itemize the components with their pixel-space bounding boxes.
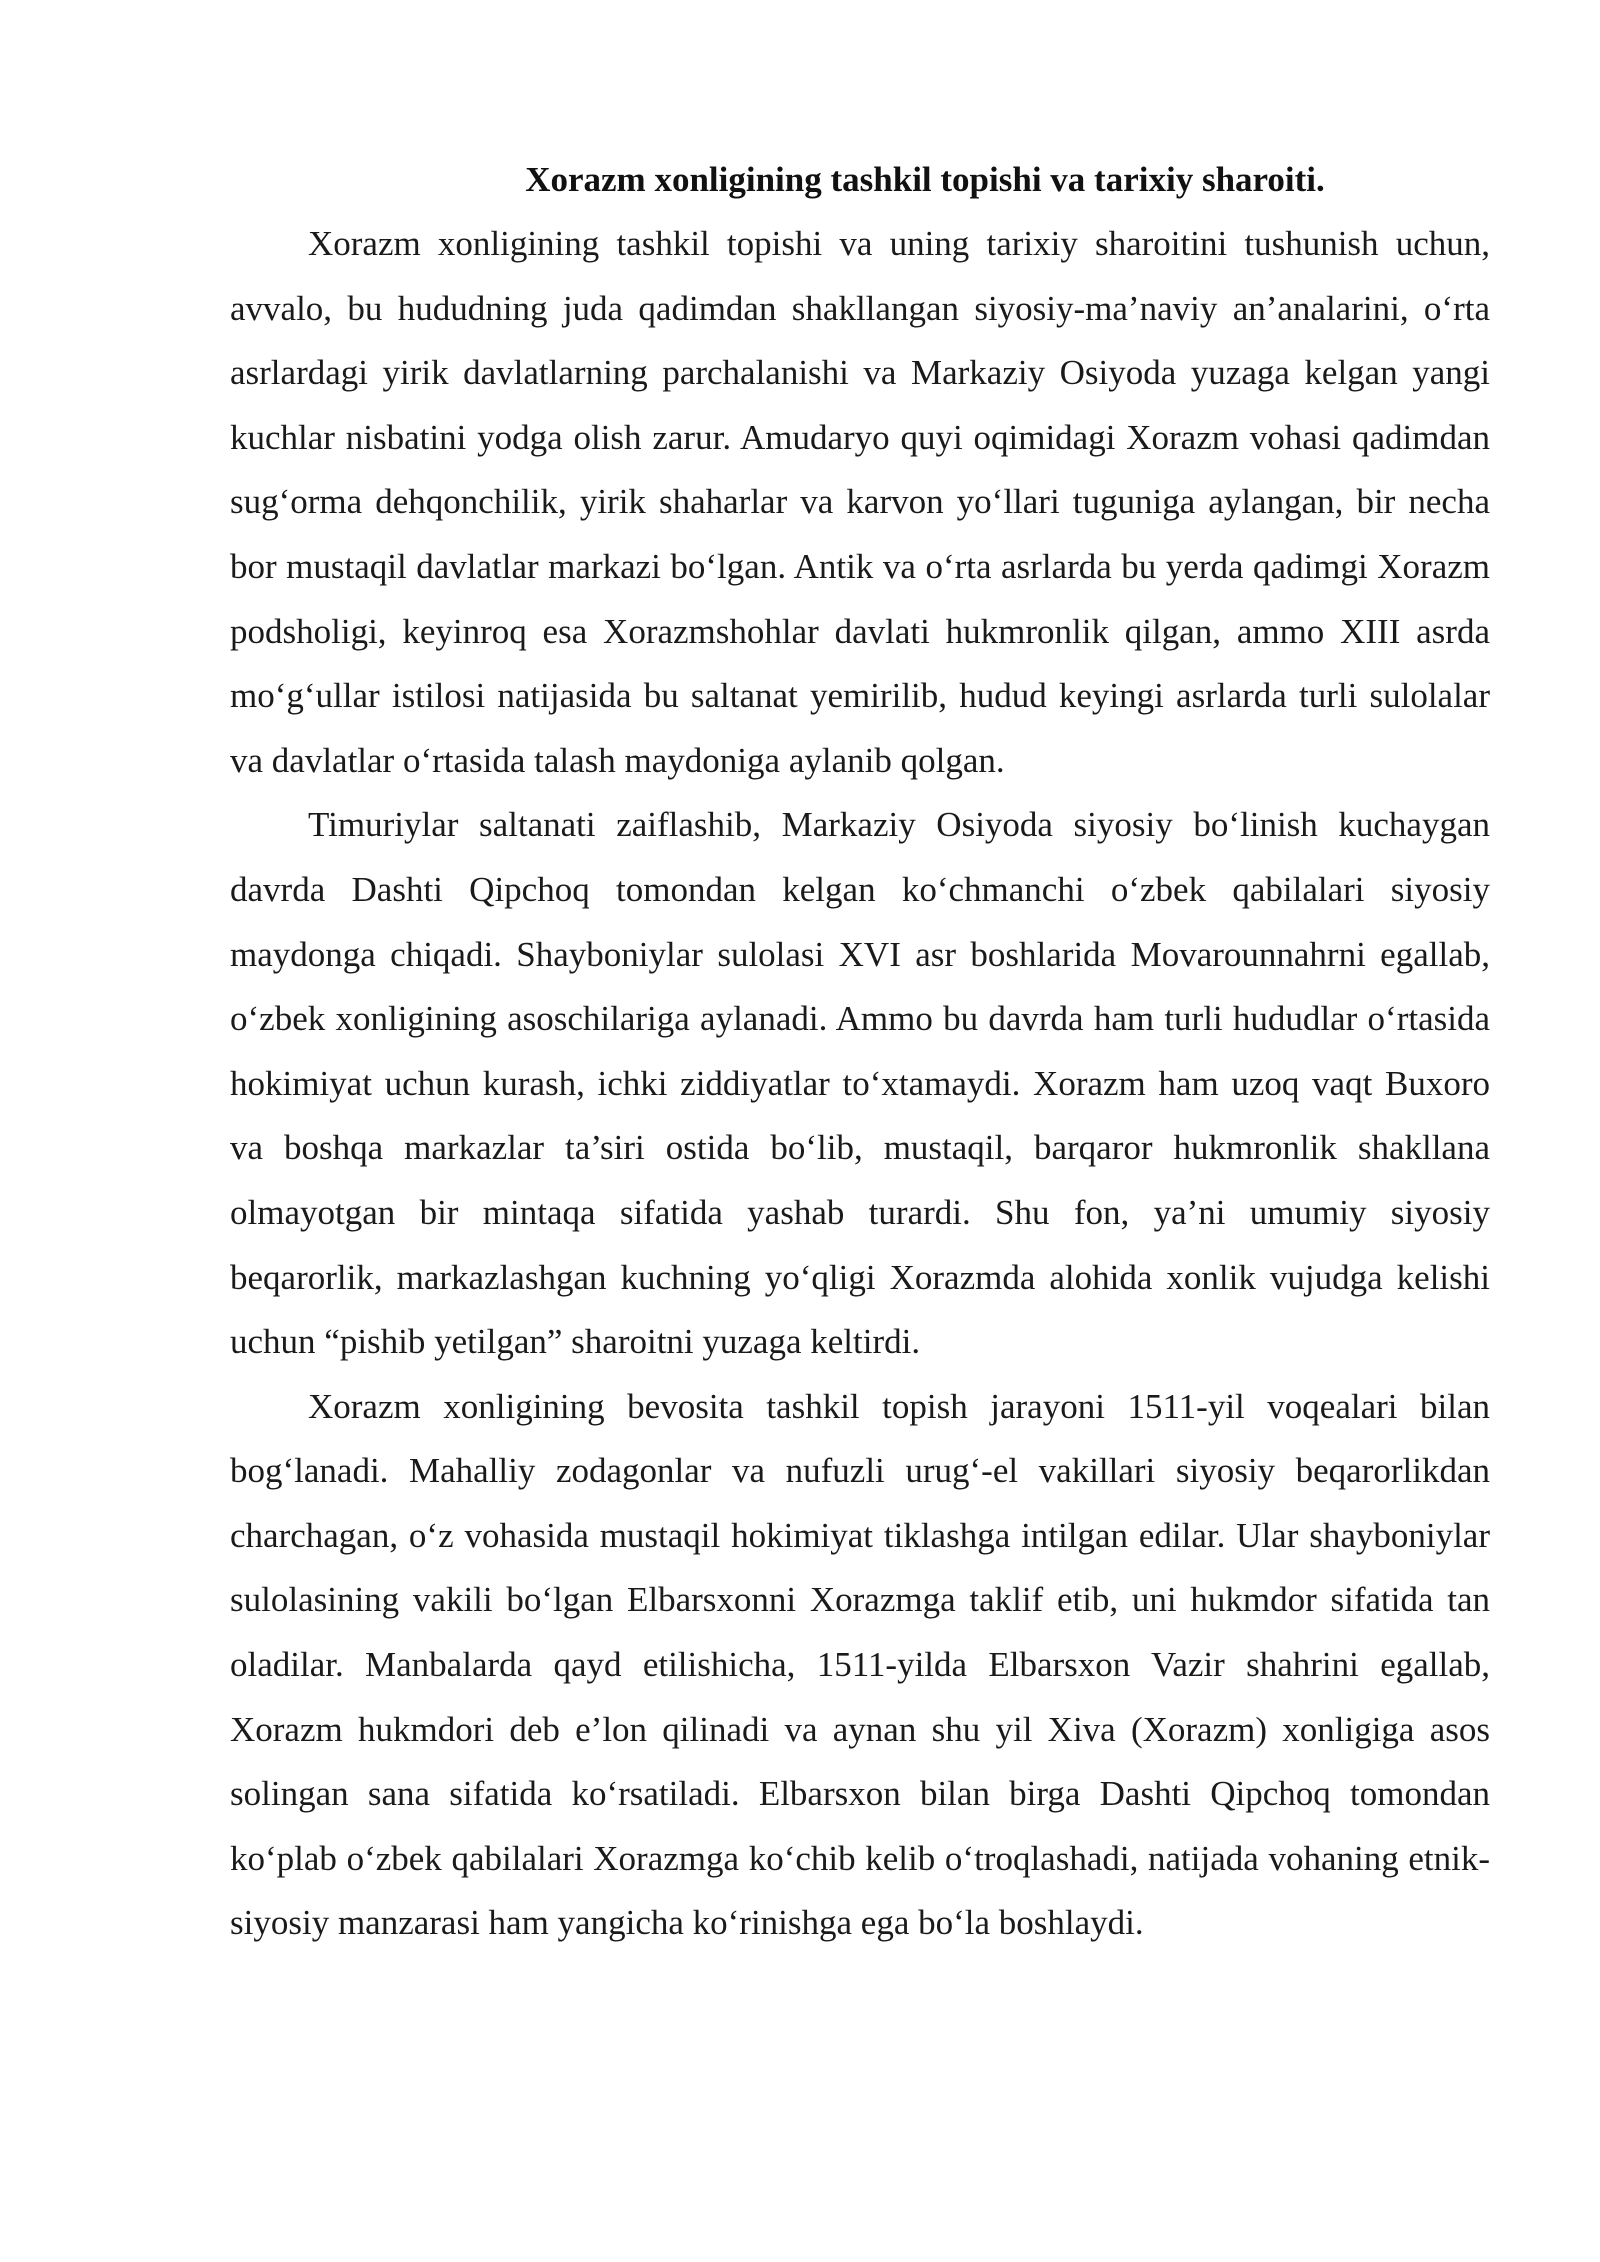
- paragraph-1: Xorazm xonligining tashkil topishi va uning tarixiy sharoitini tushunish uchun, avvalo, bu hududning juda qadimdan shakllangan siyosiy-ma’naviy an’analarini, o‘rta asrlardagi yirik davlatlarning parchalanishi va Markaziy Osiyoda yuzaga kelgan yangi kuchlar nisbatini yodga olish zarur. Amudaryo quyi oqimidagi Xorazm vohasi qadimdan sug‘orma dehqonchilik, yirik shaharlar va karvon yo‘llari tuguniga aylangan, bir necha bor mustaqil davlatlar markazi bo‘lgan. Antik va o‘rta asrlarda bu yerda qadimgi Xorazm podsholigi, keyinroq esa Xorazmshohlar davlati hukmronlik qilgan, ammo XIII asrda mo‘g‘ullar istilosi natijasida bu saltanat yemirilib, hudud keyingi asrlarda turli sulolalar va davlatlar o‘rtasida talash maydoniga aylanib qolgan.: [230, 224, 1490, 780]
- document-body: [230, 148, 1490, 1956]
- document-title: Xorazm xonligining tashkil topishi va tarixiy sharoiti.: [525, 160, 1325, 199]
- paragraph-3: Xorazm xonligining bevosita tashkil topish jarayoni 1511-yil voqealari bilan bog‘lanadi. Mahalliy zodagonlar va nufuzli urug‘-el vakillari siyosiy beqarorlikdan charchagan, o‘z vohasida mustaqil hokimiyat tiklashga intilgan edilar. Ular shayboniylar sulolasining vakili bo‘lgan Elbarsxonni Xorazmga taklif etib, uni hukmdor sifatida tan oladilar. Manbalarda qayd etilishicha, 1511-yilda Elbarsxon Vazir shahrini egallab, Xorazm hukmdori deb e’lon qilinadi va aynan shu yil Xiva (Xorazm) xonligiga asos solingan sana sifatida ko‘rsatiladi. Elbarsxon bilan birga Dashti Qipchoq tomondan ko‘plab o‘zbek qabilalari Xorazmga ko‘chib kelib o‘troqlashadi, natijada vohaning etnik-siyosiy manzarasi ham yangicha ko‘rinishga ega bo‘la boshlaydi.: [230, 1386, 1490, 1943]
- paragraph-2: Timuriylar saltanati zaiflashib, Markaziy Osiyoda siyosiy bo‘linish kuchaygan davrda Dashti Qipchoq tomondan kelgan ko‘chmanchi o‘zbek qabilalari siyosiy maydonga chiqadi. Shayboniylar sulolasi XVI asr boshlarida Movarounnahrni egallab, o‘zbek xonligining asoschilariga aylanadi. Ammo bu davrda ham turli hududlar o‘rtasida hokimiyat uchun kurash, ichki ziddiyatlar to‘xtamaydi. Xorazm ham uzoq vaqt Buxoro va boshqa markazlar ta’siri ostida bo‘lib, mustaqil, barqaror hukmronlik shakllana olmayotgan bir mintaqa sifatida yashab turardi. Shu fon, ya’ni umumiy siyosiy beqarorlik, markazlashgan kuchning yo‘qligi Xorazmda alohida xonlik vujudga kelishi uchun “pishib yetilgan” sharoitni yuzaga keltirdi.: [230, 805, 1490, 1362]
